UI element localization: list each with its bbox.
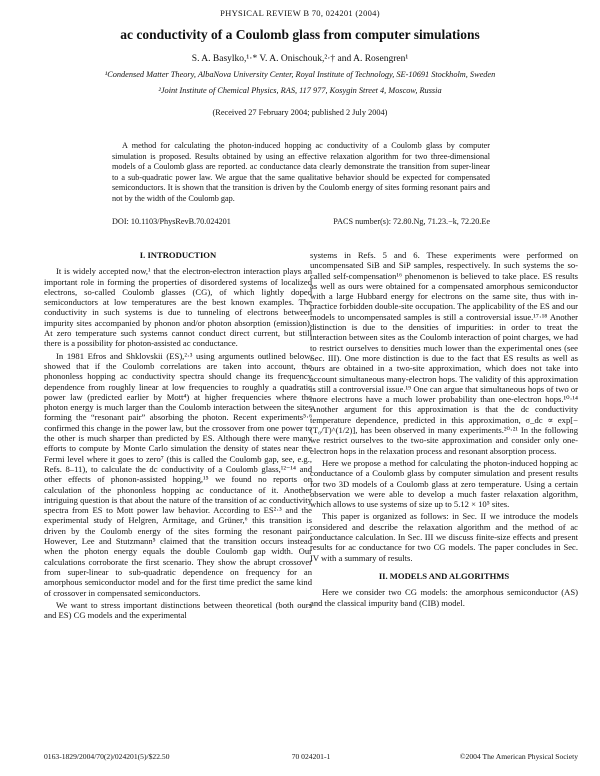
paragraph: Here we propose a method for calculating the photon-induced hopping ac conductance of a Coulomb glass by computer simulation and present results for two 3D models of a Coulomb glass at zero temperature. Using a certain observation we were able to develop a much faster relaxation algorithm, which allows to use systems of size up to 5.12 × 10⁵ sites. <box>310 457 578 510</box>
abstract: A method for calculating the photon-induced hopping ac conductivity of a Coulomb glass by computer simulation is proposed. Results obtained by using an effective relaxation algorithm for two three-dimensional models of a Coulomb glass are reported. ac conductance data clearly demonstrate the transition from super-linear to a sub-quadratic power law. We argue that the same qualitative behavior should be expected for compensated semiconductors. It is shown that the transition is driven by the Coulomb energy of sites forming resonant pairs and not by the width of the Coulomb gap. <box>112 141 490 203</box>
paragraph: Here we consider two CG models: the amorphous semiconductor (AS) and the classical impurity band (CIB) model. <box>310 587 578 608</box>
author-list: S. A. Basylko,¹·* V. A. Onischouk,²·† and A. Rosengren¹ <box>191 54 409 64</box>
pacs-numbers: PACS number(s): 72.80.Ng, 71.23.−k, 72.20.Ee <box>333 217 490 226</box>
journal-header: PHYSICAL REVIEW B 70, 024201 (2004) <box>220 8 380 18</box>
section-heading-introduction: I. INTRODUCTION <box>139 250 217 260</box>
paragraph: systems in Refs. 5 and 6. These experiments were performed on uncompensated SiB and SiP samples, respectively. In such systems the so-called self-compensation¹⁶ phenomenon is believed to take place. ES results as well as ours were obtained for a compensated amorphous semiconductor with a large Hubbard energy for electrons on the same site, thus with in-practice forbidden double-site occupation. The applicability of the ES and our models to uncompensated samples is still a controversial issue.¹⁷·¹⁸ Another distinction is due to the densities of impurities: in order to treat the interaction between sites as the Coulomb interaction of point charges, we had to restrict ourselves to densities much lower than the experimental ones (see Sec. III). One more distinction is due to the fact that ES results as well as ours are obtained in a two-site approximation, which does not take into account simultaneous many-electron hops. The validity of this approximation is still a controversial issue.¹⁹ One can argue that simultaneous hops of two or more electrons have a much lower probability than one-electron hops.¹⁰·¹⁴ Another argument for this approximation is that the dc conductivity temperature dependence, predicted in this approximation, σ_dc ∝ exp[−(T₀/T)^(1/2)], has been observed in many experiments.²⁰·²¹ In the following we restrict ourselves to the two-site approximation and consider only one-electron hops in the relaxation process and resonant absorption process. <box>310 250 578 456</box>
affiliation-2: ²Joint Institute of Chemical Physics, RAS, 117 977, Kosygin Street 4, Moscow, Russia <box>158 86 442 95</box>
paragraph: In 1981 Efros and Shklovskii (ES),²·³ using arguments outlined below, showed that if the Coulomb correlations are taken into account, the phononless hopping ac conductivity spectra should change its frequency dependence from roughly linear at low frequencies to roughly a quadratic power law (predicted earlier by Mott⁴) at higher frequencies where the photon energy is much larger than the Coulomb interaction between the sites forming the “resonant pair” absorbing the photon. Recent experiments⁵·⁶ confirmed this change in the power law, but the crossover from one power to the other is much sharper than predicted by ES. Although there were many efforts to compute by Monte Carlo simulation the density of states near the Fermi level where it goes to zero⁷ (this is called the Coulomb gap, see, e.g., Refs. 8–11), to calculate the dc conductivity of a Coulomb glass,¹²⁻¹⁴ and other effects of phonon-assisted hopping,¹⁵ we found no reports on calculation of the phononless hopping ac conductance of it. Another intriguing question is that about the nature of the transition of ac conductivity spectra from ES to Mott power law behavior. According to ES²·³ and the experimental study of Helgren, Armitage, and Grüner,⁶ this transition is driven by the Coulomb energy of the sites forming the resonant pair. However, Lee and Stutzmann⁵ claimed that the transition occurs instead when the photon energy equals the double Coulomb gap width. Our calculations corroborate the first scenario. They show the abrupt crossover from super-linear to sub-quadratic dependence on frequency for an amorphous semiconductor model and for the first time predict the same kind of crossover in compensated semiconductors. <box>44 350 312 598</box>
affiliation-1: ¹Condensed Matter Theory, AlbaNova University Center, Royal Institute of Technology, SE-10691 Stockholm, Sweden <box>104 70 496 79</box>
section-heading-models: II. MODELS AND ALGORITHMS <box>378 570 510 581</box>
received-date: (Received 27 February 2004; published 2 July 2004) <box>212 108 388 117</box>
paper-title: ac conductivity of a Coulomb glass from computer simulations <box>120 27 480 42</box>
left-column <box>44 250 312 620</box>
footer-copyright: ©2004 The American Physical Society <box>459 752 578 761</box>
footer-issn: 0163-1829/2004/70(2)/024201(5)/$22.50 <box>44 752 170 761</box>
paragraph: It is widely accepted now,¹ that the electron-electron interaction plays an important role in forming the properties of disordered systems of localized electrons, so-called Coulomb glasses (CG), of which lightly doped semiconductors at low temperatures are the best known examples. The conductivity in such systems is due to tunneling of electrons between impurity sites accompanied by phonon and/or photon absorption (emission). At zero temperature such systems cannot conduct direct current, but still there is a possibility for photon-assisted ac conductance. <box>44 266 312 349</box>
paragraph: This paper is organized as follows: in Sec. II we introduce the models considered and describe the relaxation algorithm and the method of ac conductance calculation. In Sec. III we discuss finite-size effects and present results for ac conductance for two CG models. The paper concludes in Sec. IV with a summary of results. <box>310 511 578 563</box>
footer-page-number: 70 024201-1 <box>291 752 331 761</box>
doi-link[interactable]: DOI: 10.1103/PhysRevB.70.024201 <box>112 217 231 226</box>
paragraph: We want to stress important distinctions between theoretical (both ours and ES) CG models and the experimental <box>44 599 312 621</box>
right-column <box>310 250 578 608</box>
